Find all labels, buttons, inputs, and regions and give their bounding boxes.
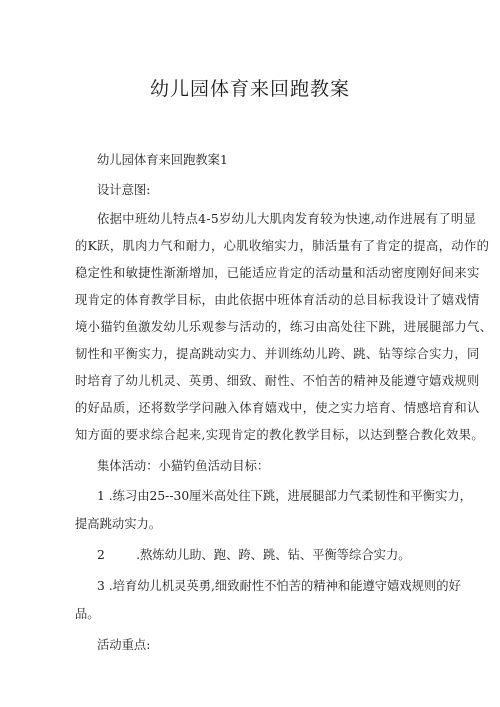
paragraph-line: 韧性和平衡实力，提高跳动实力、并训练幼儿跨、跳、钻等综合实力，同 xyxy=(75,347,480,361)
goal-line: 品。 xyxy=(75,607,100,621)
paragraph-line: 时培育了幼儿机灵、英勇、细致、耐性、不怕苦的精神及能遵守嬉戏规则 xyxy=(75,374,480,388)
paragraph-line: 依据中班幼儿特点4-5岁幼儿大肌肉发育较为快速,动作进展有了明显 xyxy=(97,212,477,226)
activity-heading: 集体活动：小猫钓鱼活动目标： xyxy=(97,459,270,473)
paragraph-line: 知方面的要求综合起来,实现肯定的教化教学目标，以达到整合教化效果。 xyxy=(75,428,484,442)
paragraph-line: 境小猫钓鱼激发幼儿乐观参与活动的，练习由高处往下跳，进展腿部力气、 xyxy=(75,320,493,334)
goal-line: 3 .培育幼儿机灵英勇,细致耐性不怕苦的精神和能遵守嬉戏规则的好 xyxy=(97,579,461,593)
goal-line: 2 .熬炼幼儿助、跑、跨、跳、钻、平衡等综合实力。 xyxy=(97,548,411,562)
paragraph-line: 的K跃，肌肉力气和耐力，心肌收缩实力，肺活量有了肯定的提高，动作的 xyxy=(75,239,490,253)
document-title: 幼儿园体育来回跑教案 xyxy=(149,78,350,100)
key-points-heading: 活动重点: xyxy=(97,638,151,652)
paragraph-line: 稳定性和敏捷性渐渐增加，已能适应肯定的活动量和活动密度刚好间来实 xyxy=(75,266,480,280)
document-subtitle: 幼儿园体育来回跑教案1 xyxy=(97,153,228,167)
goal-line: 1 .练习由25--30厘米高处往下跳，进展腿部力气柔韧性和平衡实力， xyxy=(97,489,472,503)
paragraph-line: 的好品质，还将数学学问融入体育嬉戏中，使之实力培育、情感培育和认 xyxy=(75,401,480,415)
design-heading: 设计意图: xyxy=(97,183,151,197)
goal-line: 提高跳动实力。 xyxy=(75,517,162,531)
paragraph-line: 现肯定的体育教学目标，由此依据中班体育活动的总目标我设计了嬉戏情 xyxy=(75,293,480,307)
